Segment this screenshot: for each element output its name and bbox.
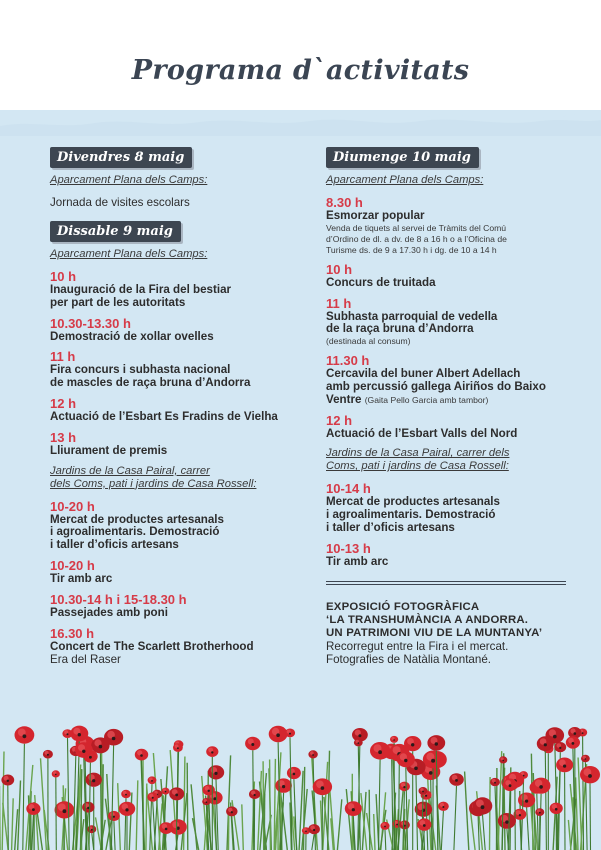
event-text: Demostració de xollar ovelles bbox=[50, 329, 214, 343]
poppy-center bbox=[67, 733, 69, 735]
event-text: Subhasta parroquial de vedella de la raça bruna d’Andorra bbox=[326, 309, 498, 336]
poppy-center bbox=[393, 739, 395, 741]
event-entry bbox=[50, 317, 300, 344]
poppy-center bbox=[539, 785, 543, 789]
poppy-stem bbox=[483, 815, 486, 850]
event-entry bbox=[326, 414, 566, 441]
event-text: Esmorzar popular bbox=[326, 209, 425, 222]
poppy-center bbox=[254, 794, 256, 796]
grass-blade bbox=[498, 751, 502, 850]
poppy-stem bbox=[454, 786, 457, 850]
poppy-center bbox=[125, 808, 128, 811]
poppy-center bbox=[82, 750, 85, 753]
grass-blade bbox=[18, 781, 21, 850]
event-entry bbox=[50, 270, 300, 310]
poppy-center bbox=[231, 811, 233, 813]
poppy-center bbox=[140, 754, 143, 757]
event-time: 10 h bbox=[50, 269, 77, 284]
event-text: Passejades amb poni bbox=[50, 605, 168, 619]
poppy-center bbox=[32, 808, 35, 811]
day-badge-friday: Divendres 8 maig bbox=[50, 147, 192, 168]
event-time: 10-14 h bbox=[326, 481, 371, 497]
poppy-center bbox=[78, 733, 81, 736]
poppy-center bbox=[175, 794, 178, 797]
poppy-center bbox=[442, 806, 444, 808]
event-text: Actuació de l’Esbart Es Fradins de Vielha bbox=[50, 409, 278, 423]
poppy-center bbox=[431, 759, 435, 763]
grass-blade bbox=[242, 804, 244, 850]
event-time: 12 h bbox=[50, 395, 77, 411]
poppy-stem bbox=[312, 834, 314, 850]
poppy-center bbox=[505, 820, 508, 823]
poppy-center bbox=[423, 824, 426, 827]
poppy-center bbox=[455, 779, 458, 782]
grass-blade bbox=[136, 780, 138, 850]
event-text: Mercat de productes artesanals i agroalimentaris. Demostració i taller d’oficis artesans bbox=[326, 495, 500, 534]
poppy-center bbox=[206, 801, 208, 803]
poppy-center bbox=[574, 732, 577, 735]
event-text: Tir amb arc bbox=[50, 571, 113, 585]
day-badge-sunday: Diumenge 10 maig bbox=[326, 147, 479, 168]
grass-blade bbox=[15, 809, 18, 850]
poppy-center bbox=[425, 795, 427, 797]
friday-activity: Jornada de visites escolars bbox=[50, 196, 190, 209]
location-sunday-1: Aparcament Plana dels Camps: bbox=[326, 174, 484, 186]
poppy-center bbox=[358, 734, 361, 737]
poppy-center bbox=[358, 742, 360, 744]
poppy-stem bbox=[23, 744, 25, 850]
poppy-center bbox=[519, 814, 521, 816]
poppy-center bbox=[276, 733, 280, 737]
poppy-stem bbox=[583, 737, 584, 850]
event-entry bbox=[50, 627, 300, 667]
poppy-center bbox=[165, 791, 167, 793]
event-time: 10.30-14 h i 15-18.30 h bbox=[50, 591, 187, 607]
event-time: 13 h bbox=[50, 429, 77, 445]
grass-blade bbox=[465, 772, 469, 850]
grass-blade bbox=[96, 817, 102, 850]
event-text bbox=[326, 368, 566, 406]
grass-blade bbox=[2, 752, 4, 850]
grass-blade bbox=[304, 767, 305, 850]
poppy-center bbox=[352, 808, 355, 811]
poppy-center bbox=[396, 824, 398, 826]
poppy-stem bbox=[545, 751, 546, 850]
event-entry bbox=[50, 350, 300, 390]
page-title: Programa d`activitats bbox=[131, 55, 470, 86]
poppy-stem bbox=[416, 775, 418, 850]
poppy-center bbox=[305, 831, 307, 833]
poppy-center bbox=[214, 772, 217, 775]
poppy-stem bbox=[590, 783, 591, 850]
event-entry bbox=[326, 354, 566, 406]
poppy-center bbox=[502, 760, 504, 762]
grass-blade bbox=[187, 763, 188, 850]
grass-blade bbox=[191, 784, 197, 850]
right-column bbox=[326, 147, 566, 666]
poppy-stem bbox=[111, 746, 113, 850]
poppy-center bbox=[563, 765, 566, 768]
poppy-center bbox=[525, 800, 528, 803]
poppy-center bbox=[414, 767, 418, 771]
poppy-stem bbox=[56, 777, 57, 850]
poppy-center bbox=[289, 733, 291, 735]
event-subtext: Era del Raser bbox=[50, 653, 121, 667]
location-saturday-1: Aparcament Plana dels Camps: bbox=[50, 248, 208, 260]
poppy-center bbox=[585, 758, 587, 760]
grass-blade bbox=[374, 814, 375, 850]
poppy-center bbox=[403, 786, 405, 788]
poppy-stem bbox=[392, 759, 393, 850]
poppy-center bbox=[572, 742, 575, 745]
poppy-stem bbox=[379, 760, 381, 850]
event-note: Venda de tiquets al servei de Tràmits del Comú d’Ordino de dl. a dv. de 8 a 16 h o a l’Oficina de Turisme ds. de 9 a 17.30 h i dg. de 10 a 14 h bbox=[326, 222, 507, 255]
event-text: Actuació de l’Esbart Valls del Nord bbox=[326, 426, 518, 440]
poppy-center bbox=[321, 786, 325, 790]
poppy-stem bbox=[68, 738, 70, 850]
poppy-center bbox=[312, 754, 314, 756]
event-text: Lliurament de premis bbox=[50, 443, 168, 457]
poppy-center bbox=[99, 745, 103, 749]
exhibition-title: EXPOSICIÓ FOTOGRÀFICA ‘LA TRANSHUMÀNCIA A ANDORRA. UN PATRIMONI VIU DE LA MUNTANYA’ bbox=[326, 600, 543, 639]
poppy-center bbox=[313, 829, 315, 831]
poppy-center bbox=[435, 742, 438, 745]
poppy-center bbox=[282, 785, 285, 788]
poppy-center bbox=[92, 779, 95, 782]
poppy-center bbox=[509, 784, 512, 787]
location-friday: Aparcament Plana dels Camps: bbox=[50, 174, 208, 186]
poppy-center bbox=[251, 743, 254, 746]
grass-blade bbox=[12, 798, 14, 850]
grass-blade bbox=[369, 790, 370, 850]
event-entry bbox=[50, 559, 300, 586]
poppy-stem bbox=[114, 821, 115, 850]
poppy-center bbox=[539, 812, 541, 814]
event-time: 12 h bbox=[326, 412, 353, 428]
poppy-center bbox=[152, 797, 154, 799]
event-time: 10-20 h bbox=[50, 498, 95, 514]
event-entry bbox=[50, 397, 300, 424]
grass-blade bbox=[129, 793, 132, 850]
location-saturday-2: Jardins de la Casa Pairal, carrer dels Coms, pati i jardins de Casa Rossell: bbox=[50, 464, 257, 490]
event-text: Fira concurs i subhasta nacional de mascles de raça bruna d’Andorra bbox=[50, 363, 251, 390]
grass-blade bbox=[41, 758, 47, 850]
grass-blade bbox=[490, 777, 491, 850]
poppy-center bbox=[63, 809, 67, 813]
event-entry bbox=[326, 263, 566, 290]
poppy-center bbox=[125, 794, 127, 796]
poppy-center bbox=[177, 747, 179, 749]
poppy-center bbox=[7, 780, 9, 782]
event-note: (destinada al consum) bbox=[326, 336, 411, 347]
brush-stroke-edge bbox=[0, 96, 601, 136]
event-time: 16.30 h bbox=[50, 625, 95, 641]
divider bbox=[326, 584, 566, 585]
event-note: (Gaita Pello Garcia amb tambor) bbox=[364, 394, 489, 405]
event-entry bbox=[326, 196, 566, 256]
poppy-center bbox=[481, 805, 485, 809]
poppy-center bbox=[293, 773, 296, 776]
poppy-stem bbox=[32, 815, 34, 850]
poppy-center bbox=[588, 774, 592, 778]
poppy-center bbox=[559, 747, 561, 749]
event-entry bbox=[326, 542, 566, 569]
event-entry bbox=[50, 593, 300, 620]
poppy-stem bbox=[64, 819, 65, 850]
poppy-center bbox=[91, 829, 93, 831]
poppy-center bbox=[411, 743, 414, 746]
grass-blade bbox=[184, 757, 185, 850]
event-time: 11 h bbox=[326, 295, 352, 311]
poppy-center bbox=[553, 735, 557, 739]
poppy-center bbox=[165, 828, 168, 831]
event-time: 10-13 h bbox=[326, 540, 371, 556]
poppy-center bbox=[47, 754, 49, 756]
event-text: Inauguració de la Fira del bestiar per part de les autoritats bbox=[50, 283, 232, 309]
grass-blade bbox=[470, 810, 475, 850]
left-column bbox=[50, 147, 300, 673]
poppy-center bbox=[55, 774, 57, 776]
poppy-center bbox=[582, 732, 584, 734]
event-time: 8.30 h bbox=[326, 195, 363, 210]
event-entry bbox=[50, 500, 300, 552]
event-text: Concert de The Scarlett Brotherhood bbox=[50, 639, 254, 653]
poppy-center bbox=[429, 771, 433, 775]
grass-blade bbox=[270, 760, 271, 850]
event-time: 10 h bbox=[326, 261, 353, 277]
poppy-center bbox=[89, 756, 92, 759]
poppy-field-illustration bbox=[0, 722, 601, 850]
poppy-stem bbox=[385, 830, 386, 850]
event-entry bbox=[326, 297, 566, 348]
event-text-main: Cercavila del buner Albert Adellach amb percussió gallega Airiños do Baixo Ventre bbox=[326, 367, 546, 406]
event-entry bbox=[50, 431, 300, 458]
poppy-center bbox=[208, 790, 210, 792]
location-sunday-2: Jardins de la Casa Pairal, carrer dels Coms, pati i jardins de Casa Rossell: bbox=[326, 447, 510, 473]
poppy-center bbox=[378, 750, 382, 754]
poppy-center bbox=[211, 751, 213, 753]
poppy-center bbox=[112, 737, 116, 741]
event-text: Concurs de truitada bbox=[326, 275, 436, 289]
grass-blade bbox=[568, 820, 571, 850]
event-text: Mercat de productes artesanals i agroalimentaris. Demostració i taller d’oficis artesans bbox=[50, 512, 224, 552]
event-time: 11.30 h bbox=[326, 353, 370, 369]
poppy-stem bbox=[527, 807, 530, 850]
poppy-center bbox=[494, 782, 496, 784]
event-time: 11 h bbox=[50, 349, 76, 365]
event-time: 10-20 h bbox=[50, 557, 95, 573]
poppy-stem bbox=[8, 786, 9, 850]
event-time: 10.30-13.30 h bbox=[50, 315, 131, 331]
poppy-center bbox=[404, 759, 407, 762]
poppy-stem bbox=[441, 811, 443, 850]
poppy-center bbox=[384, 826, 386, 828]
day-badge-saturday: Dissable 9 maig bbox=[50, 221, 181, 242]
event-text: Tir amb arc bbox=[326, 554, 389, 568]
divider bbox=[326, 581, 566, 582]
event-entry bbox=[326, 482, 566, 534]
poppy-center bbox=[422, 791, 424, 793]
poppy-center bbox=[213, 797, 216, 800]
exhibition-text: Recorregut entre la Fira i el mercat. Fotografies de Natàlia Montané. bbox=[326, 639, 509, 666]
grass-blade bbox=[102, 764, 103, 850]
poppy-center bbox=[113, 816, 115, 818]
poppy-center bbox=[544, 743, 547, 746]
poppy-center bbox=[151, 780, 153, 782]
poppy-center bbox=[23, 734, 27, 738]
poppy-center bbox=[555, 808, 558, 811]
grass-blade bbox=[337, 799, 341, 850]
